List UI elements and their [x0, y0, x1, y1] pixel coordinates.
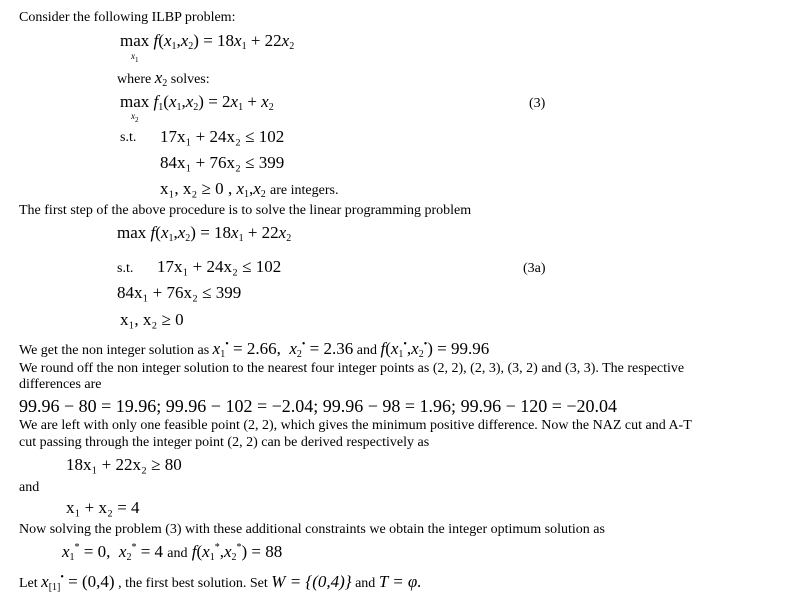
lp-objective: $\max f(x_1,x_2) = 18x_1 + 22x_2$: [117, 223, 292, 244]
constraint-1: 17x₁ + 24x₂ ≤ 102: [160, 127, 285, 146]
round-off-text: We round off the non integer solution to the nearest four integer points as (2, 2), (2, 3), (3, 2) and (3, 3). The respective: [19, 361, 685, 376]
equation-label-3: (3): [529, 96, 546, 111]
where-line: where $x_2$ solves:: [117, 68, 210, 89]
first-step-text: The first step of the above procedure is to solve the linear programming problem: [19, 203, 472, 218]
cut-derivation-text: cut passing through the integer point (2, 2) can be derived respectively as: [19, 435, 430, 450]
constraint-2: 84x₁ + 76x₂ ≤ 399: [160, 153, 285, 172]
lp-constraint-2: 84x₁ + 76x₂ ≤ 399: [117, 283, 242, 302]
feasible-point-text: We are left with only one feasible point (2, 2), which gives the minimum positive difference. Now the NAZ cut and A-T: [19, 418, 692, 433]
intro-text: Consider the following ILBP problem:: [19, 10, 236, 25]
lp-st-label: s.t.: [117, 261, 134, 276]
integer-optimum: $x_1^* = 0$, $x_2^* = 4$ and $f(x_1^*,x_2^*) = 88$: [62, 542, 283, 563]
max-label: max: [120, 31, 150, 50]
and-word: and: [19, 480, 40, 495]
upper-objective: $\max f(x_1,x_2) = 18x_1 + 22x_2$: [120, 31, 295, 52]
solving-text: Now solving the problem (3) with these additional constraints we obtain the integer optimum solution as: [19, 522, 605, 537]
constraint-3: x₁, x₂ ≥ 0 , $x_1,x_2$ are integers.: [160, 179, 339, 200]
at-cut: x₁ + x₂ = 4: [66, 498, 140, 517]
differences-values: 99.96 − 80 = 19.96; 99.96 − 102 = −2.04; 99.96 − 98 = 1.96; 99.96 − 120 = −20.04: [19, 396, 618, 416]
st-label: s.t.: [120, 130, 137, 145]
non-integer-solution-line: We get the non integer solution as $x_1^• = 2.66$, $x_2^• = 2.36$ and $f(x_1^•,x_2^•) = 99.96$: [19, 339, 490, 360]
lp-constraint-1: 17x₁ + 24x₂ ≤ 102: [157, 257, 282, 276]
naz-cut: 18x₁ + 22x₂ ≥ 80: [66, 455, 182, 474]
upper-limit: $x_1$: [131, 51, 139, 64]
equation-label-3a: (3a): [523, 261, 546, 276]
lower-objective: $\max f_1(x_1,x_2) = 2x_1 + x_2$: [120, 92, 274, 113]
lower-limit: $x_2$: [131, 111, 139, 124]
lp-constraint-3: x₁, x₂ ≥ 0: [120, 310, 184, 329]
differences-label: differences are: [19, 377, 102, 392]
first-best-solution-line: Let $x_{[1]}^• = (0,4)$ , the first best solution. Set W = {(0,4)} and T = φ.: [19, 572, 422, 593]
